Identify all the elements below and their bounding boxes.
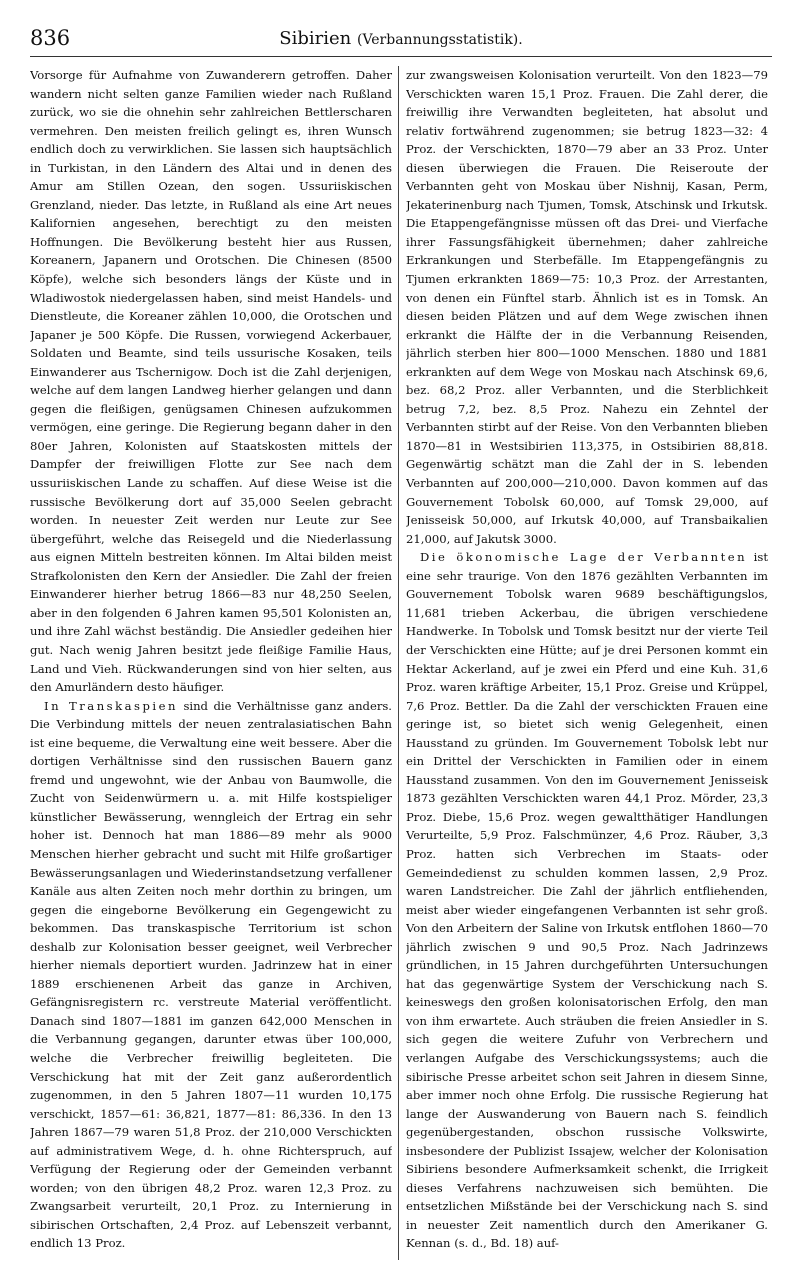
left-paragraph-2	[30, 697, 392, 1253]
economic-situation-heading: Die ökonomische Lage der Verbannten	[420, 550, 748, 565]
left-column	[30, 66, 392, 1266]
left-paragraph-2-body: sind die Verhältnisse ganz anders. Die Verbindung mittels der neuen zentralasiatischen Bahn ist eine bequeme, die Verwaltung eine weit bessere. Aber die dortigen Verhältnisse sind den russischen Bauern ganz fremd und ungewohnt, wie der Anbau von Baumwolle, die Zucht von Seidenwürmern u. a. mit Hilfe kostspieliger künstlicher Bewässerung, wenngleich der Ertrag ein sehr hoher ist. Dennoch hat man 1886—89 mehr als 9000 Menschen hierher gebracht und sucht mit Hilfe großartiger Bewässerungsanlagen und Wiederinstandsetzung verfallener Kanäle aus alten Zeiten noch mehr dorthin zu bringen, um gegen die eingeborne Bevölkerung ein Gegengewicht zu bekommen. Das transkaspische Territorium ist schon deshalb zur Kolonisation besser geeignet, weil Verbrecher hierher niemals deportiert wurden. Jadrinzew hat in einer 1889 erschienenen Arbeit das ganze in Archiven, Gefängnisregistern rc. verstreute Material veröffentlicht. Danach sind 1807—1881 im ganzen 642,000 Menschen in die Verbannung gegangen, darunter etwas über 100,000, welche die Verbrecher freiwillig begleiteten. Die Verschickung hat mit der Zeit ganz außerordentlich zugenommen, in den 5 Jahren 1807—11 wurden 10,175 verschickt, 1857—61: 36,821, 1877—81: 86,336. In den 13 Jahren 1867—79 waren 51,8 Proz. der 210,000 Verschickten auf administrativem Wege, d. h. ohne Richterspruch, auf Verfügung der Regierung oder der Gemeinden verbannt worden; von den übrigen 48,2 Proz. waren 12,3 Proz. zu Zwangsarbeit verurteilt, 20,1 Proz. zu Internierung in sibirischen Ortschaften, 2,4 Proz. auf Lebenszeit verbannt, endlich 13 Proz.	[30, 698, 392, 1251]
column-divider	[398, 66, 399, 1260]
page-header	[30, 26, 772, 58]
page-number: 836	[30, 26, 71, 50]
right-paragraph-2	[406, 548, 768, 1253]
right-column	[406, 66, 768, 1266]
right-paragraph-1: zur zwangsweisen Kolonisation verurteilt. Von den 1823—79 Verschickten waren 15,1 Proz. Frauen. Die Zahl derer, die freiwillig ihre Verwandten begleiteten, hat absolut und relativ fortwährend zugenommen; sie betrug 1823—32: 4 Proz. der Verschickten, 1870—79 aber an 33 Proz. Unter diesen überwiegen die Frauen. Die Reiseroute der Verbannten geht von Moskau über Nishnij, Kasan, Perm, Jekaterinenburg nach Tjumen, Tomsk, Atschinsk und Irkutsk. Die Etappengefängnisse müssen oft das Drei- und Vierfache ihrer Fassungsfähigkeit übernehmen; daher zahlreiche Erkrankungen und Sterbefälle. Im Etappengefängnis zu Tjumen erkrankten 1869—75: 10,3 Proz. der Arrestanten, von denen ein Fünftel starb. Ähnlich ist es in Tomsk. An diesen beiden Plätzen und auf dem Wege zwischen ihnen erkrankt die Hälfte der in die Verbannung Reisenden, jährlich sterben hier 800—1000 Menschen. 1880 und 1881 erkrankten auf dem Wege von Moskau nach Atschinsk 69,6, bez. 68,2 Proz. aller Verbannten, und die Sterblichkeit betrug 7,2, bez. 8,5 Proz. Nahezu ein Zehntel der Verbannten stirbt auf der Reise. Von den Verbannten blieben 1870—81 in Westsibirien 113,375, in Ostsibirien 88,818. Gegenwärtig schätzt man die Zahl der in S. lebenden Verbannten auf 200,000—210,000. Davon kommen auf das Gouvernement Tobolsk 60,000, auf Tomsk 29,000, auf Jenisseisk 50,000, auf Irkutsk 40,000, auf Transbaikalien 21,000, auf Jakutsk 3000.	[406, 68, 768, 546]
right-paragraph-2-body: ist eine sehr traurige. Von den 1876 gezählten Verbannten im Gouvernement Tobolsk waren 9689 beschäftigungslos, 11,681 trieben Ackerbau, die übrigen verschiedene Handwerke. In Tobolsk und Tomsk besitzt nur der vierte Teil der Verschickten eine Hütte; auf je drei Personen kommt ein Hektar Ackerland, auf je zwei ein Pferd und eine Kuh. 31,6 Proz. waren kräftige Arbeiter, 15,1 Proz. Greise und Krüppel, 7,6 Proz. Bettler. Da die Zahl der verschickten Frauen eine geringe ist, so bietet sich wenig Gelegenheit, einen Hausstand zu gründen. Im Gouvernement Tobolsk lebt nur ein Drittel der Verschickten in Familien oder in einem Hausstand zusammen. Von den im Gouvernement Jenisseisk 1873 gezählten Verschickten waren 44,1 Proz. Mörder, 23,3 Proz. Diebe, 15,6 Proz. wegen gewaltthätiger Handlungen Verurteilte, 5,9 Proz. Falschmünzer, 4,6 Proz. Räuber, 3,3 Proz. hatten sich Verbrechen im Staats- oder Gemeindedienst zu schulden kommen lassen, 2,9 Proz. waren Landstreicher. Die Zahl der jährlich entfliehenden, meist aber wieder eingefangenen Verbannten ist sehr groß. Von den Arbeitern der Saline von Irkutsk entflohen 1860—70 jährlich zwischen 9 und 90,5 Proz. Nach Jadrinzews gründlichen, in 15 Jahren durchgeführten Untersuchungen hat das gegenwärtige System der Verschickung nach S. keineswegs den großen kolonisatorischen Erfolg, den man von ihm erwartete. Auch sträuben die freien Ansiedler in S. sich gegen die weitere Zufuhr von Verbrechern und verlangen Aufgabe des Verschickungssystems; auch die sibirische Presse arbeitet schon seit Jahren in diesem Sinne, aber immer noch ohne Erfolg. Die russische Regierung hat lange der Auswanderung von Bauern nach S. feindlich gegenübergestanden, obschon russische Volkswirte, insbesondere der Publizist Issajew, welcher der Kolonisation Sibiriens besondere Aufmerksamkeit schenkt, die Irrigkeit dieses Verfahrens nachzuweisen sich bemühten. Die entsetzlichen Mißstände bei der Verschickung nach S. sind in neuester Zeit namentlich durch den Amerikaner G. Kennan (s. d., Bd. 18) auf-	[406, 550, 768, 1251]
running-title	[30, 28, 772, 49]
left-paragraph-1: Vorsorge für Aufnahme von Zuwanderern getroffen. Daher wandern nicht selten ganze Familien wieder nach Rußland zurück, wo sie die ohnehin sehr zahlreichen Bettlerscharen vermehren. Den meisten freilich gelingt es, ihren Wunsch endlich doch zu verwirklichen. Sie lassen sich hauptsächlich in Turkistan, in den Ländern des Altai und in denen des Amur am Stillen Ozean, den sogen. Ussuriiskischen Grenzland, nieder. Das letzte, in Rußland als eine Art neues Kalifornien angesehen, berechtigt zu den meisten Hoffnungen. Die Bevölkerung besteht hier aus Russen, Koreanern, Japanern und Orotschen. Die Chinesen (8500 Köpfe), welche sich besonders längs der Küste und in Wladiwostok niedergelassen haben, sind meist Handels- und Dienstleute, die Koreaner zählen 10,000, die Orotschen und Japaner je 500 Köpfe. Die Russen, vorwiegend Ackerbauer, Soldaten und Beamte, sind teils ussurische Kosaken, teils Einwanderer aus Tschernigow. Doch ist die Zahl derjenigen, welche auf dem langen Landweg hierher gelangen und dann gegen die fleißigen, genügsamen Chinesen aufzukommen vermögen, eine geringe. Die Regierung begann daher in den 80er Jahren, Kolonisten auf Staatskosten mittels der Dampfer der freiwilligen Flotte zur See nach dem ussuriiskischen Lande zu schaffen. Auf diese Weise ist die russische Bevölkerung dort auf 35,000 Seelen gebracht worden. In neuester Zeit werden nur Leute zur See übergeführt, welche das Reisegeld und die Niederlassung aus eignen Mitteln bestreiten können. Im Altai bilden meist Strafkolonisten den Kern der Ansiedler. Die Zahl der freien Einwanderer hierher betrug 1866—83 nur 48,250 Seelen, aber in den folgenden 6 Jahren kamen 95,501 Kolonisten an, und ihre Zahl wächst beständig. Die Ansiedler gedeihen hier gut. Nach wenig Jahren besitzt jede fleißige Familie Haus, Land und Vieh. Rückwanderungen sind von hier selten, aus den Amurländern desto häufiger.	[30, 68, 392, 695]
running-title-main: Sibirien	[279, 28, 352, 49]
running-title-subtitle: (Verbannungsstatistik).	[356, 32, 523, 48]
header-rule	[30, 56, 772, 57]
transkaspien-heading: In Transkaspien	[44, 698, 178, 713]
